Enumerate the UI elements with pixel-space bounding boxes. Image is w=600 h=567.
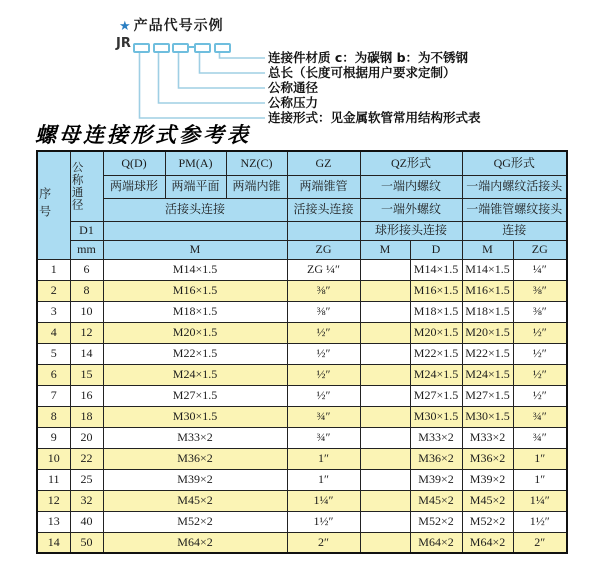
cell-qz-d: M18×1.5 [410,301,462,322]
cell-qg-m: M24×1.5 [462,364,513,385]
cell-qz-m [360,364,410,385]
cell-no: 9 [37,427,70,448]
cell-qz-d: M16×1.5 [410,280,462,301]
table-header [37,151,567,259]
cell-mm: 22 [70,448,103,469]
cell-gz-zg: ⅜″ [287,280,360,301]
cell-m: M30×1.5 [103,406,287,427]
cell-qz-d: M14×1.5 [410,259,462,280]
cell-qg-m: M27×1.5 [462,385,513,406]
cell-qz-m [360,343,410,364]
cell-qg-m: M22×1.5 [462,343,513,364]
star-icon: ★ [119,19,132,34]
code-box-4 [194,43,211,53]
cell-qg-zg: 1½″ [513,511,567,532]
cell-qg-m: M14×1.5 [462,259,513,280]
cell-qg-m: M36×2 [462,448,513,469]
cell-gz-zg: 1″ [287,469,360,490]
cell-qg-zg: ⅜″ [513,280,567,301]
cell-m: M20×1.5 [103,322,287,343]
cell-m: M24×1.5 [103,364,287,385]
cell-mm: 50 [70,532,103,553]
cell-gz-zg: ⅜″ [287,301,360,322]
cell-qg-zg: ½″ [513,364,567,385]
cell-qg-zg: ½″ [513,322,567,343]
header-pm-desc: 两端平面 [165,175,226,198]
cell-no: 14 [37,532,70,553]
cell-mm: 12 [70,322,103,343]
code-prefix: JR [116,36,131,51]
cell-qg-m: M64×2 [462,532,513,553]
diagram-label-diameter: 公称通径 [268,80,319,95]
header-m-unit: M [103,240,287,259]
cell-qz-m [360,322,410,343]
cell-qz-d: M20×1.5 [410,322,462,343]
cell-no: 12 [37,490,70,511]
cell-qz-m [360,259,410,280]
cell-qz-d: M24×1.5 [410,364,462,385]
cell-gz-zg: 2″ [287,532,360,553]
cell-m: M36×2 [103,448,287,469]
cell-qg-zg: ½″ [513,343,567,364]
header-d1: D1 [70,221,103,240]
diagram-label-length: 总长（长度可根据用户要求定制） [268,65,456,80]
header-gz-zg-unit: ZG [287,240,360,259]
cell-m: M52×2 [103,511,287,532]
cell-gz-zg: ½″ [287,364,360,385]
header-gz-union-connection: 活接头连接 [287,198,360,221]
table-row [37,385,567,406]
cell-qg-m: M18×1.5 [462,301,513,322]
cell-gz-zg: 1¼″ [287,490,360,511]
table-row [37,406,567,427]
cell-qz-m [360,427,410,448]
diagram-label-material: 连接件材质 c：为碳钢 b：为不锈钢 [268,50,469,65]
cell-no: 7 [37,385,70,406]
cell-qz-m [360,406,410,427]
cell-qg-zg: 1″ [513,448,567,469]
cell-qg-m: M45×2 [462,490,513,511]
code-box-5 [214,43,231,53]
header-pm-code: PM(A) [165,151,226,175]
cell-qz-m [360,448,410,469]
header-qg-desc: 一端内螺纹活接头 [462,175,567,198]
diagram-label-connection: 连接形式：见金属软管常用结构形式表 [268,110,481,125]
cell-qg-zg: 1″ [513,469,567,490]
header-empty-union [103,221,287,240]
table-title: 螺母连接形式参考表 [35,122,251,147]
cell-no: 8 [37,406,70,427]
cell-m: M33×2 [103,427,287,448]
cell-no: 6 [37,364,70,385]
table-row [37,469,567,490]
cell-no: 2 [37,280,70,301]
cell-gz-zg: ¾″ [287,406,360,427]
cell-mm: 18 [70,406,103,427]
cell-qz-d: M27×1.5 [410,385,462,406]
code-box-3 [172,43,189,53]
cell-gz-zg: ZG ¼″ [287,259,360,280]
cell-m: M14×1.5 [103,259,287,280]
cell-gz-zg: ¾″ [287,427,360,448]
table-row [37,511,567,532]
cell-gz-zg: ½″ [287,385,360,406]
nut-connection-reference-table [36,150,568,554]
cell-no: 13 [37,511,70,532]
cell-qz-d: M45×2 [410,490,462,511]
cell-qz-m [360,511,410,532]
cell-qg-zg: ⅜″ [513,301,567,322]
cell-qg-zg: ¾″ [513,406,567,427]
cell-no: 4 [37,322,70,343]
cell-qz-m [360,280,410,301]
cell-m: M39×2 [103,469,287,490]
header-qg-connection: 连接 [462,221,567,240]
table-row [37,490,567,511]
cell-mm: 16 [70,385,103,406]
diagram-heading [119,15,224,35]
header-qz-ball-joint-connection: 球形接头连接 [360,221,462,240]
cell-no: 1 [37,259,70,280]
cell-mm: 25 [70,469,103,490]
cell-qz-d: M64×2 [410,532,462,553]
cell-gz-zg: ½″ [287,322,360,343]
header-gz-desc: 两端锥管 [287,175,360,198]
cell-qz-d: M30×1.5 [410,406,462,427]
cell-qz-d: M39×2 [410,469,462,490]
table-row [37,532,567,553]
cell-qg-m: M30×1.5 [462,406,513,427]
cell-qz-d: M22×1.5 [410,343,462,364]
cell-qz-d: M33×2 [410,427,462,448]
cell-qg-zg: 2″ [513,532,567,553]
cell-qg-zg: ¾″ [513,427,567,448]
cell-mm: 40 [70,511,103,532]
cell-qz-m [360,385,410,406]
cell-qg-m: M16×1.5 [462,280,513,301]
cell-no: 11 [37,469,70,490]
table-row [37,427,567,448]
header-qz-desc: 一端内螺纹 [360,175,462,198]
cell-m: M18×1.5 [103,301,287,322]
header-qz-m-unit: M [360,240,410,259]
header-nz-code: NZ(C) [226,151,287,175]
cell-qg-zg: ¼″ [513,259,567,280]
header-nominal-diameter: 公称通径 [70,161,83,212]
cell-qz-m [360,490,410,511]
cell-qz-m [360,532,410,553]
header-empty-gz [287,221,360,240]
cell-qg-m: M33×2 [462,427,513,448]
table-row [37,301,567,322]
cell-mm: 15 [70,364,103,385]
cell-mm: 10 [70,301,103,322]
header-qz-code: QZ形式 [360,151,462,175]
cell-no: 3 [37,301,70,322]
cell-m: M45×2 [103,490,287,511]
cell-m: M27×1.5 [103,385,287,406]
code-box-1 [133,43,150,53]
table-body [37,259,567,553]
cell-qz-d: M36×2 [410,448,462,469]
cell-mm: 14 [70,343,103,364]
cell-gz-zg: ½″ [287,343,360,364]
cell-mm: 6 [70,259,103,280]
code-box-2 [153,43,170,53]
cell-mm: 20 [70,427,103,448]
table-row [37,322,567,343]
cell-qg-m: M39×2 [462,469,513,490]
header-qz-d-unit: D [410,240,462,259]
header-q-desc: 两端球形 [103,175,165,198]
cell-m: M22×1.5 [103,343,287,364]
cell-qg-zg: ½″ [513,385,567,406]
cell-mm: 32 [70,490,103,511]
header-nz-desc: 两端内锥 [226,175,287,198]
cell-gz-zg: 1″ [287,448,360,469]
cell-m: M16×1.5 [103,280,287,301]
cell-qg-zg: 1¼″ [513,490,567,511]
cell-gz-zg: 1½″ [287,511,360,532]
header-qz-external-thread: 一端外螺纹 [360,198,462,221]
header-qg-zg-unit: ZG [513,240,567,259]
header-gz-code: GZ [287,151,360,175]
cell-mm: 8 [70,280,103,301]
table-row [37,343,567,364]
cell-qg-m: M52×2 [462,511,513,532]
table-row [37,364,567,385]
header-union-connection: 活接头连接 [103,198,287,221]
header-q-code: Q(D) [103,151,165,175]
table-row [37,448,567,469]
table-row [37,280,567,301]
header-qg-code: QG形式 [462,151,567,175]
cell-m: M64×2 [103,532,287,553]
cell-no: 5 [37,343,70,364]
header-qg-m-unit: M [462,240,513,259]
cell-qz-m [360,301,410,322]
header-qg-taper-thread-joint: 一端锥管螺纹接头 [462,198,567,221]
cell-qg-m: M20×1.5 [462,322,513,343]
diagram-heading-text: 产品代号示例 [133,18,224,34]
cell-qz-m [360,469,410,490]
table-row [37,259,567,280]
diagram-label-pressure: 公称压力 [268,95,319,110]
cell-qz-d: M52×2 [410,511,462,532]
header-mm: mm [70,240,103,259]
cell-no: 10 [37,448,70,469]
header-seq: 序号 [37,187,52,224]
